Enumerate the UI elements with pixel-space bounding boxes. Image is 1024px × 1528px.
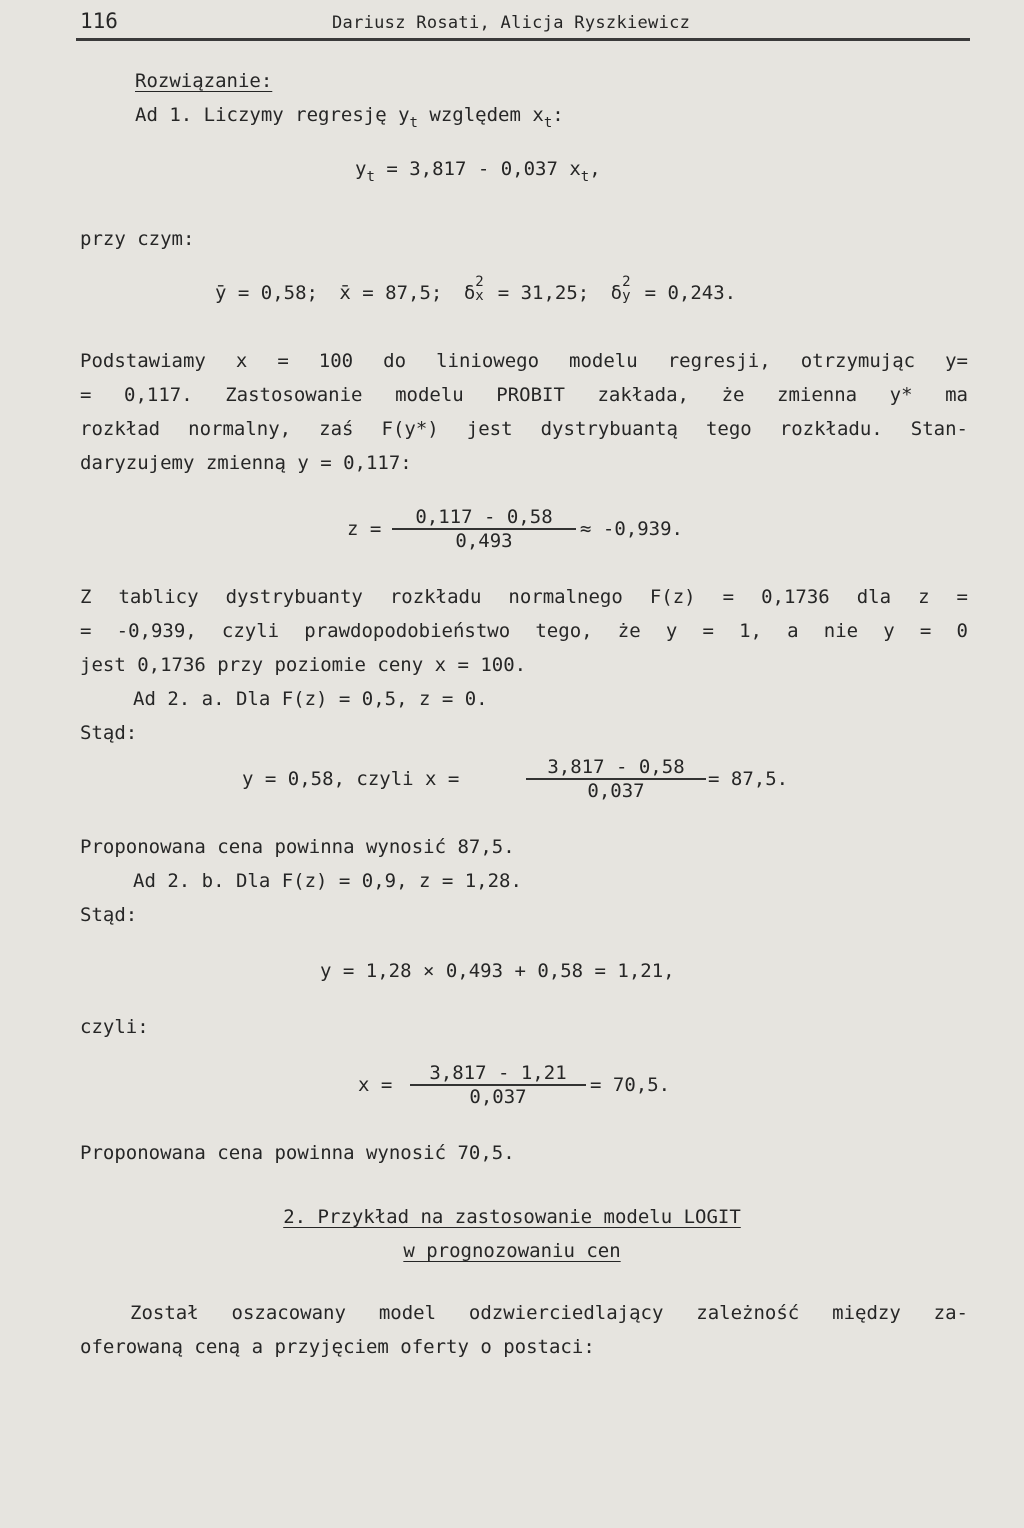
eq4-left: y = 0,58, czyli x =: [242, 768, 460, 790]
proposal-2: Proponowana cena powinna wynosić 70,5.: [80, 1142, 515, 1164]
ad1-sub: t: [409, 115, 418, 131]
eq3-right: ≈ -0,939.: [580, 518, 683, 540]
header-rule: [76, 38, 970, 41]
eq2-ybar: ȳ = 0,58;: [215, 282, 318, 304]
ad2a-line: Ad 2. a. Dla F(z) = 0,5, z = 0.: [133, 688, 488, 710]
eq2-sy-sub: y: [622, 288, 631, 304]
czyli-label: czyli:: [80, 1016, 149, 1038]
eq2-sy-val: = 0,243.: [633, 282, 737, 304]
eq4-denominator: 0,037: [587, 780, 645, 802]
eq6-left: x =: [358, 1074, 393, 1096]
ad1-text: Ad 1. Liczymy regresję y: [135, 104, 410, 126]
eq2-sx-script: [475, 274, 486, 304]
eq1-end: ,: [589, 158, 601, 180]
eq6-right: = 70,5.: [590, 1074, 671, 1096]
para1-line1: Podstawiamy x = 100 do liniowego modelu regresji, otrzymując y=: [80, 350, 968, 372]
section2-para-line2: oferowaną ceną a przyjęciem oferty o postaci:: [80, 1336, 595, 1358]
eq6-numerator: 3,817 - 1,21: [429, 1062, 567, 1084]
solution-heading: Rozwiązanie:: [135, 70, 273, 92]
section2-title-line2: [0, 1240, 1024, 1262]
ad1-end: :: [552, 104, 564, 126]
eq6-denominator: 0,037: [469, 1086, 527, 1108]
para1-line2: = 0,117. Zastosowanie modelu PROBIT zakłada, że zmienna y* ma: [80, 384, 968, 406]
eq2-sy-script: [622, 274, 633, 304]
eq2-sx-val: = 31,25;: [486, 282, 590, 304]
para2-line1: Z tablicy dystrybuanty rozkładu normalnego F(z) = 0,1736 dla z =: [80, 586, 968, 608]
eq2-sy-sup: 2: [622, 274, 631, 290]
section2-title-text1: 2. Przykład na zastosowanie modelu LOGIT: [283, 1206, 741, 1228]
eq4-right: = 87,5.: [708, 768, 789, 790]
eq2-sy-lead: δ: [610, 282, 623, 304]
stad-1: Stąd:: [80, 722, 138, 744]
eq3-denominator: 0,493: [455, 530, 513, 552]
proposal-1: Proponowana cena powinna wynosić 87,5.: [80, 836, 515, 858]
eq1-left: y: [355, 158, 367, 180]
eq1-mid: = 3,817 - 0,037 x: [374, 158, 581, 180]
equation-regression: [355, 158, 601, 185]
running-head: Dariusz Rosati, Alicja Ryszkiewicz: [332, 13, 691, 33]
para1-line4: daryzujemy zmienną y = 0,117:: [80, 452, 412, 474]
section2-title-line1: [0, 1206, 1024, 1228]
ad2b-line: Ad 2. b. Dla F(z) = 0,9, z = 1,28.: [133, 870, 522, 892]
eq2-sx-sup: 2: [475, 274, 484, 290]
eq1-sub2: t: [580, 169, 590, 185]
eq2-sx-lead: δ: [463, 282, 476, 304]
przy-czym: przy czym:: [80, 228, 195, 250]
para2-line3: jest 0,1736 przy poziomie ceny x = 100.: [80, 654, 527, 676]
eq1-sub: t: [366, 169, 375, 185]
eq3-left: z =: [347, 518, 382, 540]
equation-y: y = 1,28 × 0,493 + 0,58 = 1,21,: [320, 960, 675, 982]
eq2-xbar: x̄ = 87,5;: [339, 282, 443, 304]
page-number: 116: [80, 9, 118, 33]
section2-para-line1: Został oszacowany model odzwierciedlający zależność między za-: [130, 1302, 968, 1324]
eq4-numerator: 3,817 - 0,58: [547, 756, 685, 778]
section2-title-text2: w prognozowaniu cen: [403, 1240, 621, 1262]
eq3-numerator: 0,117 - 0,58: [415, 506, 553, 528]
equation-means: [215, 274, 737, 304]
para2-line2: = -0,939, czyli prawdopodobieństwo tego, że y = 1, a nie y = 0: [80, 620, 968, 642]
para1-line3: rozkład normalny, zaś F(y*) jest dystrybuantą tego rozkładu. Stan-: [80, 418, 968, 440]
ad1-sub2: t: [543, 115, 553, 131]
stad-2: Stąd:: [80, 904, 138, 926]
eq2-sx-sub: x: [475, 288, 484, 304]
ad1-line: [135, 104, 564, 131]
ad1-mid: względem x: [417, 104, 544, 126]
